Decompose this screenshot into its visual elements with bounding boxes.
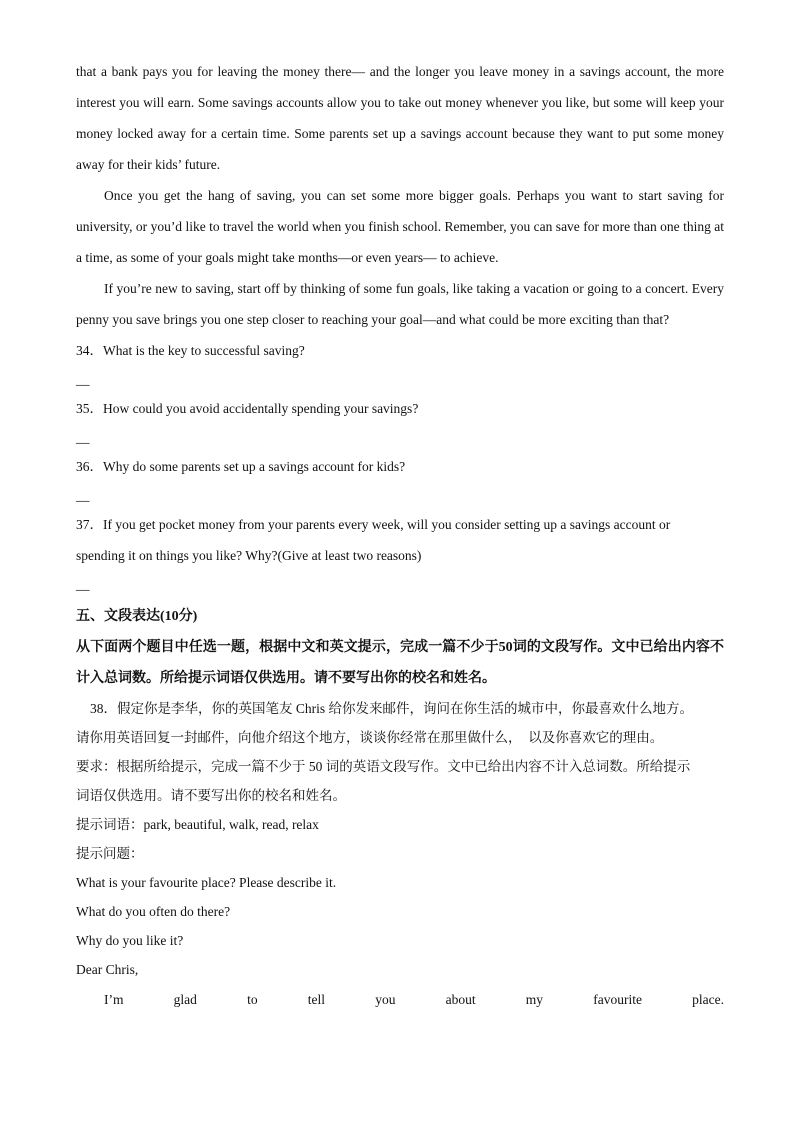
opening-word: to (247, 992, 258, 1007)
section-5-instruction: 从下面两个题目中任选一题，根据中文和英文提示，完成一篇不少于50词的文段写作。文中已给出内容不计入总词数。所给提示词语仅供选用。请不要写出你的校名和姓名。 (76, 640, 724, 686)
opening-word: about (445, 992, 476, 1007)
hint-words: 提示词语：park, beautiful, walk, read, relax (76, 817, 319, 832)
answer-37-blank[interactable]: __ (76, 577, 90, 592)
opening-word: tell (307, 992, 326, 1007)
exam-page (76, 56, 724, 1015)
opening-word: I’m (104, 992, 124, 1007)
opening-word: favourite (593, 992, 642, 1007)
hint-question-3: Why do you like it? (76, 933, 184, 948)
answer-35-blank[interactable]: __ (76, 430, 90, 445)
question-37-line-1: 37．If you get pocket money from your parents every week, will you consider setting up a savings account or (76, 517, 671, 532)
hint-question-2: What do you often do there? (76, 904, 231, 919)
question-37-line-2: spending it on things you like? Why?(Give at least two reasons) (76, 548, 422, 563)
requirement-line-2: 词语仅供选用。请不要写出你的校名和姓名。 (76, 788, 346, 803)
opening-word: place. (692, 992, 724, 1007)
opening-word: glad (173, 992, 197, 1007)
hint-question-1: What is your favourite place? Please describe it. (76, 875, 337, 890)
answer-34-blank[interactable]: __ (76, 372, 90, 387)
section-5-title: 五、文段表达(10分) (76, 609, 198, 624)
letter-greeting: Dear Chris, (76, 962, 139, 977)
question-38-line-2: 请你用英语回复一封邮件，向他介绍这个地方，谈谈你经常在那里做什么， 以及你喜欢它的理由。 (76, 730, 664, 745)
answer-36-blank[interactable]: __ (76, 488, 90, 503)
hint-questions-label: 提示问题： (76, 846, 144, 861)
question-38-line-1: 38．假定你是李华，你的英国笔友 Chris 给你发来邮件，询问在你生活的城市中，你最喜欢什么地方。 (90, 701, 694, 716)
passage-paragraph-1: that a bank pays you for leaving the money there— and the longer you leave money in a savings account, the more interest you will earn. Some savings accounts allow you to take out money whenever you like, but some will keep your money locked away for a certain time. Some parents set up a savings account because they want to put some money away for their kids’ future. (76, 64, 724, 172)
passage-paragraph-3: If you’re new to saving, start off by thinking of some fun goals, like taking a vacation or going to a concert. Every penny you save brings you one step closer to reaching your goal—and what could be more exciting than that? (76, 281, 724, 327)
question-35: 35．How could you avoid accidentally spending your savings? (76, 401, 419, 416)
passage-paragraph-2: Once you get the hang of saving, you can set some more bigger goals. Perhaps you want to start saving for university, or you’d like to travel the world when you finish school. Remember, you can save for more than one thing at a time, as some of your goals might take months—or even years— to achieve. (76, 188, 724, 265)
requirement-line-1: 要求：根据所给提示，完成一篇不少于 50 词的英语文段写作。文中已给出内容不计入总词数。所给提示 (76, 759, 691, 774)
question-34: 34．What is the key to successful saving? (76, 343, 305, 358)
opening-word: my (525, 992, 544, 1007)
letter-opening-sentence (76, 984, 724, 1015)
question-36: 36．Why do some parents set up a savings account for kids? (76, 459, 406, 474)
opening-word: you (375, 992, 396, 1007)
